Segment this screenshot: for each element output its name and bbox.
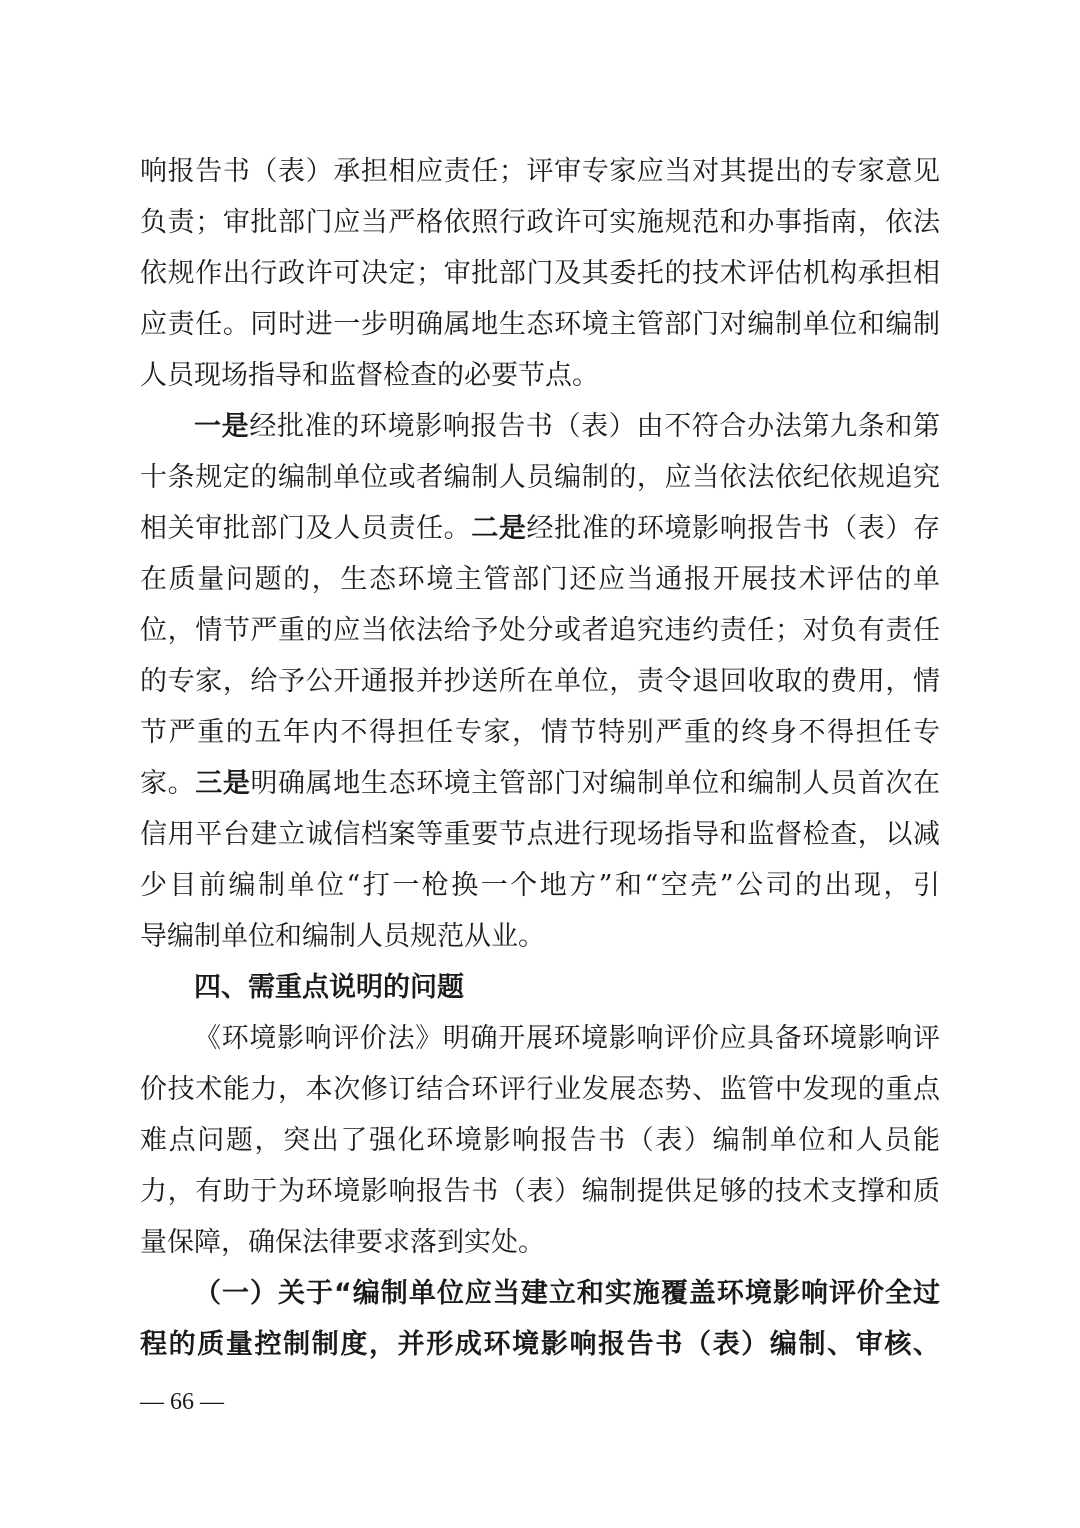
paragraph-measures — [140, 401, 940, 962]
text-line: 负责；审批部门应当严格依照行政许可实施规范和办事指南，依法 — [140, 207, 940, 238]
text-line: 位，情节严重的应当依法给予处分或者追究违约责任；对负有责任 — [140, 615, 940, 646]
text-line: 量保障，确保法律要求落到实处。 — [140, 1227, 545, 1258]
bold-marker: 三是 — [195, 768, 251, 799]
text-line: 的专家，给予公开通报并抄送所在单位，责令退回收取的费用，情 — [140, 666, 940, 697]
text-line: 应责任。同时进一步明确属地生态环境主管部门对编制单位和编制 — [140, 309, 940, 340]
page-number: — 66 — — [140, 1389, 224, 1415]
section-heading: 四、需重点说明的问题 — [194, 972, 464, 1003]
text-line: 导编制单位和编制人员规范从业。 — [140, 921, 545, 952]
bold-marker: 一是 — [194, 411, 250, 442]
text-line: 节严重的五年内不得担任专家，情节特别严重的终身不得担任专 — [140, 717, 940, 748]
text-fragment: 家。 — [140, 768, 196, 799]
subheading-line: （一）关于“编制单位应当建立和实施覆盖环境影响评价全过 — [194, 1278, 940, 1309]
document-page — [140, 146, 940, 1370]
subheading — [140, 1268, 940, 1370]
text-line: 价技术能力，本次修订结合环评行业发展态势、监管中发现的重点 — [140, 1074, 940, 1105]
text-line: 十条规定的编制单位或者编制人员编制的，应当依法依纪依规追究 — [140, 462, 940, 493]
subheading-line: 程的质量控制制度，并形成环境影响报告书（表）编制、审核、 — [140, 1329, 940, 1360]
text-line — [140, 401, 940, 452]
text-fragment: 经批准的环境影响报告书（表）由不符合办法第九条和第 — [249, 411, 940, 442]
paragraph-explanation — [140, 1013, 940, 1268]
text-fragment: 明确属地生态环境主管部门对编制单位和编制人员首次在 — [250, 768, 940, 799]
text-line: 依规作出行政许可决定；审批部门及其委托的技术评估机构承担相 — [140, 258, 940, 289]
text-line: 响报告书（表）承担相应责任；评审专家应当对其提出的专家意见 — [140, 156, 940, 187]
text-line: 少目前编制单位“打一枪换一个地方”和“空壳”公司的出现，引 — [140, 870, 940, 901]
text-line: 《环境影响评价法》明确开展环境影响评价应具备环境影响评 — [194, 1023, 940, 1054]
text-fragment: 相关审批部门及人员责任。 — [140, 513, 472, 544]
text-line: 在质量问题的，生态环境主管部门还应当通报开展技术评估的单 — [140, 564, 940, 595]
bold-marker: 二是 — [471, 513, 527, 544]
text-line: 难点问题，突出了强化环境影响报告书（表）编制单位和人员能 — [140, 1125, 940, 1156]
text-line: 力，有助于为环境影响报告书（表）编制提供足够的技术支撑和质 — [140, 1176, 940, 1207]
paragraph-continuation — [140, 146, 940, 401]
text-line — [140, 758, 940, 809]
text-fragment: 经批准的环境影响报告书（表）存 — [526, 513, 940, 544]
text-line: 人员现场指导和监督检查的必要节点。 — [140, 360, 599, 391]
text-line — [140, 503, 940, 554]
text-line: 信用平台建立诚信档案等重要节点进行现场指导和监督检查，以减 — [140, 819, 940, 850]
